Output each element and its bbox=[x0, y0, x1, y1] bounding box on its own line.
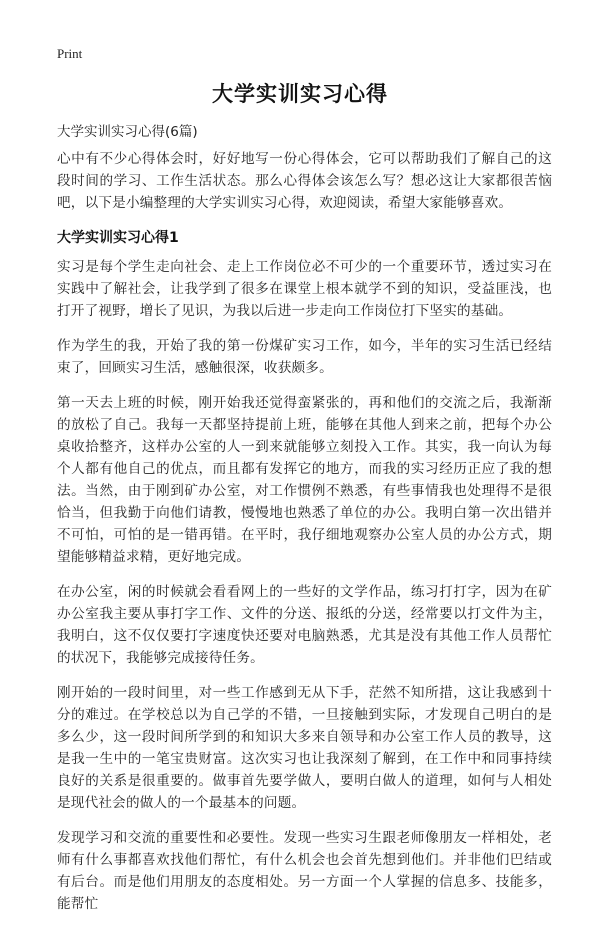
intro-paragraph: 心中有不少心得体会时，好好地写一份心得体会，它可以帮助我们了解自己的这段时间的学习、工作生活状态。那么心得体会该怎么写？想必这让大家都很苦恼吧，以下是小编整理的大学实训实习心得，欢迎阅读，希望大家能够喜欢。 bbox=[57, 151, 552, 211]
body-paragraph: 作为学生的我，开始了我的第一份煤矿实习工作，如今，半年的实习生活已经结束了，回顾实习生活，感触很深，收获颇多。 bbox=[57, 338, 552, 376]
body-paragraph: 实习是每个学生走向社会、走上工作岗位必不可少的一个重要环节，透过实习在实践中了解社会，让我学到了很多在课堂上根本就学不到的知识，受益匪浅，也打开了视野，增长了见识，为我以后进一步走向工作岗位打下坚实的基础。 bbox=[57, 259, 552, 319]
article-body bbox=[57, 148, 552, 928]
body-paragraph: 发现学习和交流的重要性和必要性。发现一些实习生跟老师像朋友一样相处，老师有什么事都喜欢找他们帮忙，有什么机会也会首先想到他们。并非他们巴结或有后台。而是他们用朋友的态度相处。另一方面一个人掌握的信息多、技能多，能帮忙 bbox=[57, 830, 552, 912]
page-title: 大学实训实习心得 bbox=[212, 82, 388, 106]
body-paragraph: 第一天去上班的时候，刚开始我还觉得蛮紧张的，再和他们的交流之后，我渐渐的放松了自己。我每一天都坚持提前上班，能够在其他人到来之前，把每个办公桌收拾整齐，这样办公室的人一到来就能够立刻投入工作。其实，我一向认为每个人都有他自己的优点，而且都有发挥它的地方，而我的实习经历正应了我的想法。当然，由于刚到矿办公室，对工作惯例不熟悉，有些事情我也处理得不是很恰当，但我勤于向他们请教，慢慢地也熟悉了单位的办公。我明白第一次出错并不可怕，可怕的是一错再错。在平时，我仔细地观察办公室人员的办公方式，期望能够精益求精，更好地完成。 bbox=[57, 395, 552, 565]
document-subtitle: 大学实训实习心得(6篇) bbox=[57, 124, 198, 140]
body-paragraph: 刚开始的一段时间里，对一些工作感到无从下手，茫然不知所措，这让我感到十分的难过。在学校总以为自己学的不错，一旦接触到实际，才发现自己明白的是多么少，这一段时间所学到的和知识大多来自领导和办公室工作人员的教导，这是我一生中的一笔宝贵财富。这次实习也让我深刻了解到，在工作中和同事持续良好的关系是很重要的。做事首先要学做人，要明白做人的道理，如何与人相处是现代社会的做人的一个最基本的问题。 bbox=[57, 685, 552, 811]
print-link[interactable]: Print bbox=[57, 46, 83, 61]
body-paragraph: 在办公室，闲的时候就会看看网上的一些好的文学作品，练习打打字，因为在矿办公室我主要从事打字工作、文件的分送、报纸的分送，经常要以打文件为主，我明白，这不仅仅要打字速度快还要对电脑熟悉，尤其是没有其他工作人员帮忙的状况下，我能够完成接待任务。 bbox=[57, 584, 552, 666]
section-heading: 大学实训实习心得1 bbox=[57, 230, 179, 246]
